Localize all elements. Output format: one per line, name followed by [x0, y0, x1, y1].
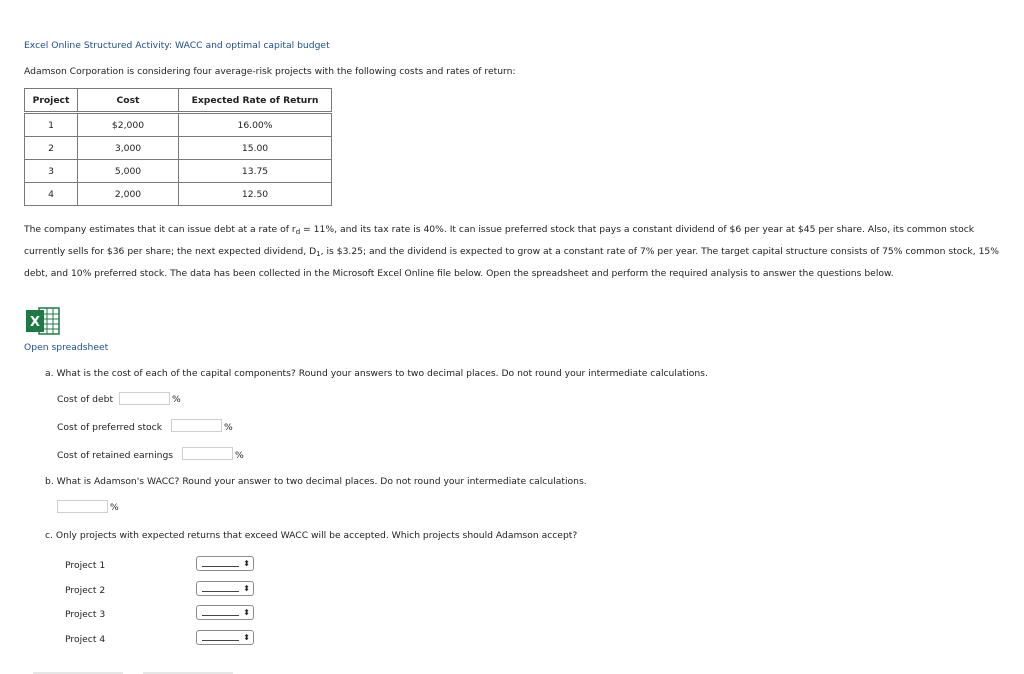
project-3-select[interactable] — [196, 605, 254, 620]
updown-arrow-icon: ⬍ — [243, 584, 250, 593]
cell-return: 16.00% — [179, 113, 332, 137]
excel-icon[interactable] — [25, 306, 61, 336]
cell-project: 4 — [25, 183, 78, 206]
cell-cost: 5,000 — [78, 160, 179, 183]
project-1-label: Project 1 — [65, 560, 106, 571]
cost-of-preferred-label: Cost of preferred stock — [57, 422, 163, 433]
cell-cost: 2,000 — [78, 183, 179, 206]
paragraph-sub-1: 1 — [316, 250, 321, 258]
open-spreadsheet-link[interactable]: Open spreadsheet — [24, 342, 109, 353]
paragraph-sub-d: d — [295, 228, 301, 236]
table-row — [25, 160, 332, 183]
updown-arrow-icon: ⬍ — [243, 559, 250, 568]
question-c-text: c. Only projects with expected returns that exceed WACC will be accepted. Which projects should Adamson accept? — [45, 530, 578, 541]
cell-project: 1 — [25, 113, 78, 137]
cost-of-preferred-unit: % — [224, 422, 233, 433]
project-3-label: Project 3 — [65, 609, 106, 620]
table-header-row — [25, 89, 332, 113]
cell-return: 15.00 — [179, 137, 332, 160]
cost-of-debt-label: Cost of debt — [57, 394, 114, 405]
paragraph-part3: , is $3.25; and the dividend is expected to grow at a constant rate of 7% per year. The target capital structure consists of 75% common stock, 15% debt, and 10% preferred stock. The data has been collected in the Microsoft Excel Online file below. Open the spreadsheet and perform the required analysis to answer the questions below. — [24, 246, 999, 279]
table-row — [25, 137, 332, 160]
select-placeholder-line — [202, 615, 239, 616]
table-row — [25, 113, 332, 137]
projects-table — [24, 88, 332, 206]
cost-of-debt-input[interactable] — [119, 392, 170, 405]
select-placeholder-line — [202, 566, 239, 567]
cost-of-debt-unit: % — [172, 394, 181, 405]
project-2-select[interactable] — [196, 581, 254, 596]
intro-text: Adamson Corporation is considering four average-risk projects with the following costs and rates of return: — [24, 66, 516, 77]
project-4-label: Project 4 — [65, 634, 106, 645]
project-4-select[interactable] — [196, 630, 254, 645]
header-expected-return: Expected Rate of Return — [179, 89, 332, 113]
header-project: Project — [25, 89, 78, 113]
problem-paragraph — [24, 220, 999, 284]
excel-icon-letter: X — [29, 315, 41, 330]
project-1-select[interactable] — [196, 556, 254, 571]
updown-arrow-icon: ⬍ — [243, 633, 250, 642]
question-a-text: a. What is the cost of each of the capital components? Round your answers to two decimal places. Do not round your intermediate calculations. — [45, 368, 708, 379]
cell-cost: 3,000 — [78, 137, 179, 160]
select-placeholder-line — [202, 591, 239, 592]
table-row — [25, 183, 332, 206]
cell-cost: $2,000 — [78, 113, 179, 137]
activity-title: Excel Online Structured Activity: WACC and optimal capital budget — [24, 40, 330, 51]
cell-project: 2 — [25, 137, 78, 160]
question-b-text: b. What is Adamson's WACC? Round your answer to two decimal places. Do not round your intermediate calculations. — [45, 476, 587, 487]
cell-project: 3 — [25, 160, 78, 183]
paragraph-part1: The company estimates that it can issue debt at a rate of r — [24, 224, 296, 235]
paragraph-part2: = 11%, and its tax rate is 40%. It can issue preferred stock that pays a constant dividend of $6 per year at $45 per share. Also, its common stock currently sells for $36 per share; the next expected dividend, D — [24, 224, 975, 257]
cell-return: 13.75 — [179, 160, 332, 183]
header-cost: Cost — [78, 89, 179, 113]
cost-of-preferred-input[interactable] — [171, 419, 222, 432]
cost-of-retained-label: Cost of retained earnings — [57, 450, 174, 461]
wacc-input[interactable] — [57, 500, 108, 513]
project-2-label: Project 2 — [65, 585, 106, 596]
cell-return: 12.50 — [179, 183, 332, 206]
cost-of-retained-input[interactable] — [182, 447, 233, 460]
cost-of-retained-unit: % — [235, 450, 244, 461]
updown-arrow-icon: ⬍ — [243, 608, 250, 617]
wacc-unit: % — [110, 502, 119, 513]
select-placeholder-line — [202, 640, 239, 641]
